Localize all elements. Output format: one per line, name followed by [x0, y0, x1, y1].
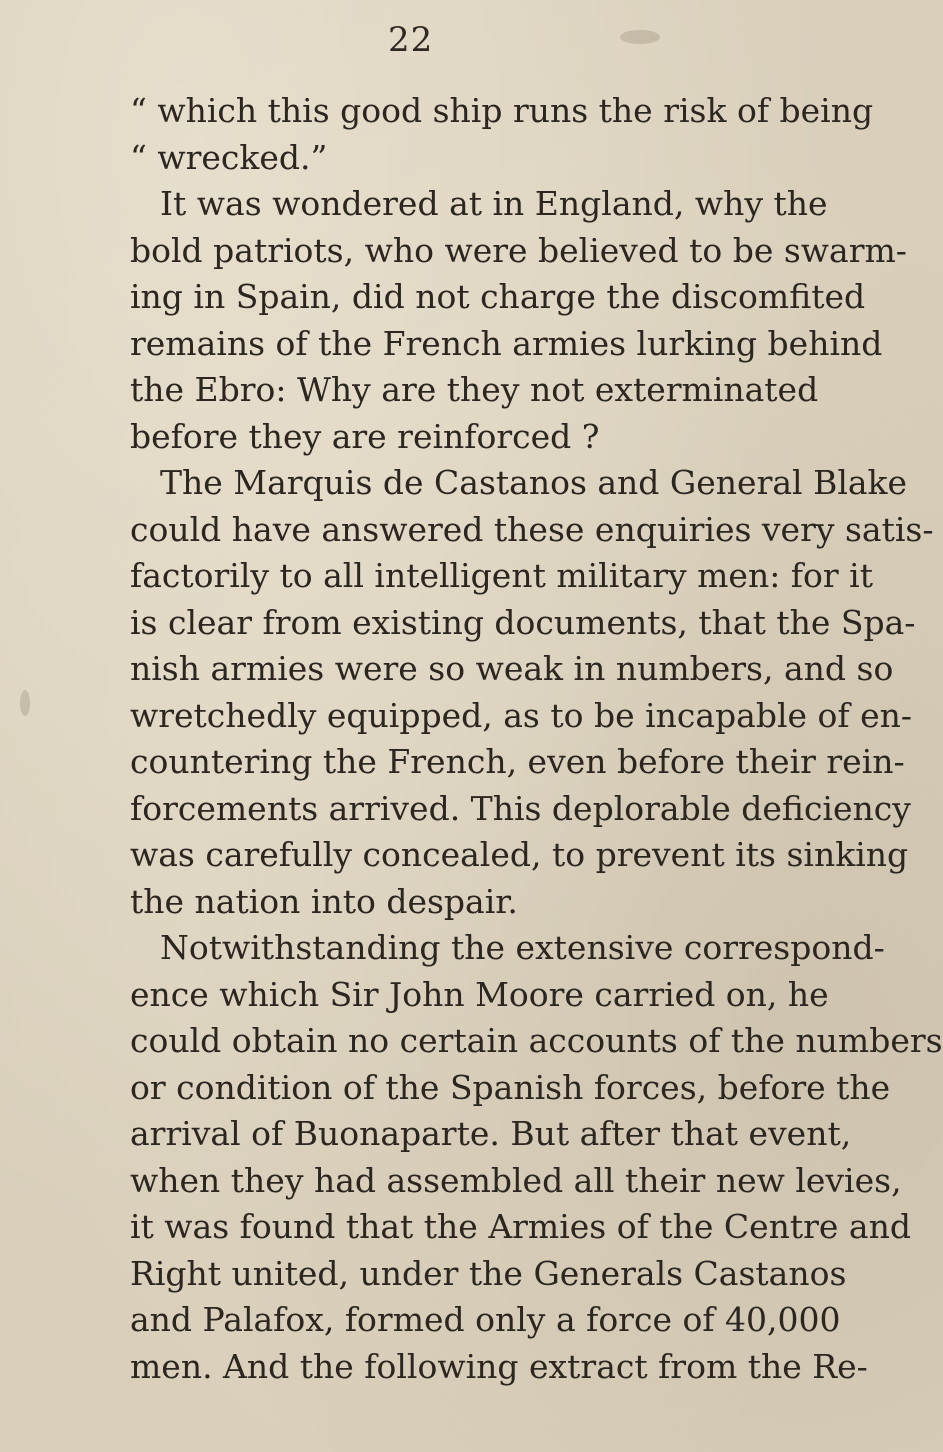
- paper-stain: [620, 30, 660, 44]
- text-line: and Palafox, formed only a force of 40,000: [130, 1300, 841, 1339]
- text-line: “ wrecked.”: [130, 137, 328, 177]
- text-line: arrival of Buonaparte. But after that event,: [130, 1114, 852, 1153]
- text-line: could have answered these enquiries very satis-: [130, 509, 934, 549]
- text-line: ence which Sir John Moore carried on, he: [130, 974, 829, 1014]
- text-line: was carefully concealed, to prevent its sinking: [130, 835, 909, 874]
- text-line: the Ebro: Why are they not exterminated: [130, 370, 819, 409]
- text-line: ing in Spain, did not charge the discomfited: [130, 277, 866, 316]
- text-line: is clear from existing documents, that the Spa-: [130, 602, 916, 642]
- text-line: forcements arrived. This deplorable deficiency: [130, 788, 911, 828]
- text-line: Right united, under the Generals Castanos: [130, 1253, 847, 1293]
- text-line: wretchedly equipped, as to be incapable of en-: [130, 695, 913, 735]
- text-line: men. And the following extract from the Re-: [130, 1346, 868, 1386]
- text-line: countering the French, even before their rein-: [130, 742, 905, 781]
- text-line: before they are reinforced ?: [130, 416, 600, 456]
- text-line: The Marquis de Castanos and General Blake: [160, 463, 908, 502]
- text-line: remains of the French armies lurking behind: [130, 323, 883, 363]
- text-line: the nation into despair.: [130, 881, 518, 921]
- text-line: it was found that the Armies of the Centre and: [130, 1207, 911, 1246]
- text-line: when they had assembled all their new levies,: [130, 1160, 902, 1200]
- page-number: 22: [388, 20, 434, 60]
- text-line: It was wondered at in England, why the: [160, 184, 828, 223]
- text-line: Notwithstanding the extensive correspond-: [160, 928, 885, 967]
- text-line: “ which this good ship runs the risk of being: [130, 91, 874, 130]
- text-line: nish armies were so weak in numbers, and so: [130, 649, 894, 688]
- text-line: factorily to all intelligent military men: for it: [130, 556, 873, 595]
- paper-stain: [20, 690, 30, 716]
- text-line: bold patriots, who were believed to be swarm-: [130, 230, 907, 270]
- text-line: could obtain no certain accounts of the numbers: [130, 1021, 943, 1060]
- body-text: [130, 88, 943, 1390]
- text-line: or condition of the Spanish forces, before the: [130, 1067, 891, 1107]
